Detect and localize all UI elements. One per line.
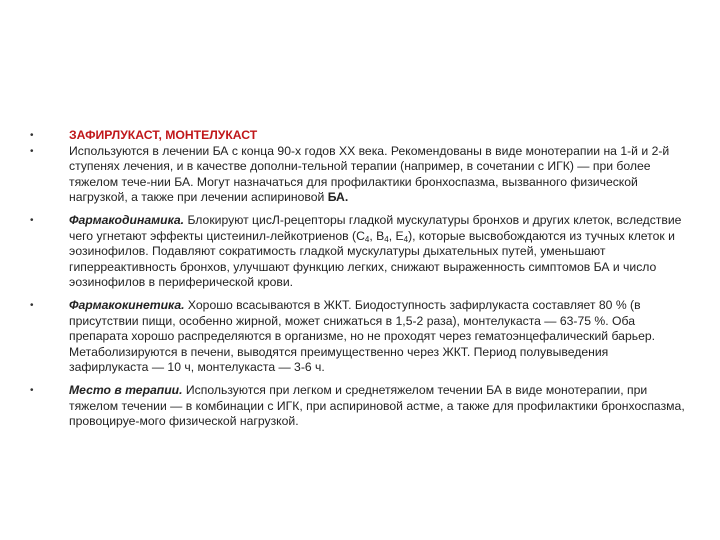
bullet-dot: • (30, 145, 34, 157)
pharmacodynamics-text-a: Блокируют цисЛ-рецепторы гладкой мускулатуры бронхов и других клеток, вследствие чего угнетают эффекты цистеинил-лейкотриенов (C (69, 212, 682, 243)
bullet-usage (30, 144, 688, 206)
usage-text-bold: БА. (327, 190, 349, 205)
bullet-therapy-place (30, 383, 688, 430)
therapy-place-text: Используются при легком и среднетяжелом течении БА в виде монотерапии, при тяжелом течении — в комбинации с ИГК, при аспириновой астме, а также для профилактики бронхоспазма, провоцируе-мого физической нагрузкой. (69, 382, 685, 429)
bullet-dot: • (30, 299, 34, 311)
bullet-list (30, 128, 688, 430)
bullet-dot: • (30, 130, 34, 141)
usage-text: Используются в лечении БА с конца 90-х годов XX века. Рекомендованы в виде монотерапии на 1-й и 2-й ступенях лечения, и в качестве дополни-тельной терапии (например, в сочетании с ИГК) — при более тяжелом тече-нии БА. Могут назначаться для профилактики бронхоспазма, вызванного физической нагрузкой, а также при лечении аспириновой (69, 143, 670, 205)
bullet-pharmacodynamics (30, 213, 688, 291)
bullet-pharmacokinetics (30, 298, 688, 376)
pharmacodynamics-text-b: ), которые высвобождаются из тучных клеток и эозинофилов. Подавляют сократимость гладкой мускулатуры дыхательных путей, уменьшают гиперреактивность бронхов, улучшают функцию легких, снижают выраженность симптомов БА и число эозинофилов в периферической крови. (69, 228, 675, 290)
subscript: 4 (364, 234, 370, 244)
pharmacodynamics-heading: Фармакодинамика. (69, 212, 185, 227)
bullet-dot: • (30, 214, 34, 226)
pharmacokinetics-text: Хорошо всасываются в ЖКТ. Биодоступность зафирлукаста составляет 80 % (в присутствии пищи, особенно жирной, может снижаться в 1,5-2 раза), монтелукаста — 63-75 %. Оба препарата хорошо распределяются в организме, но не проходят через гематоэнцефалический барьер. Метаболизируются в печени, выводятся преимущественно через ЖКТ. Период полувыведения зафирлукаста — 10 ч, монтелукаста — 3-6 ч. (69, 297, 656, 375)
subscript: 4 (384, 234, 389, 244)
pharmacokinetics-heading: Фармакокинетика. (69, 297, 185, 312)
subscript: 4 (403, 234, 409, 244)
slide-title: ЗАФИРЛУКАСТ, МОНТЕЛУКАСТ (69, 128, 258, 142)
separator: , E (388, 228, 404, 243)
therapy-place-heading: Место в терапии. (69, 382, 183, 397)
separator: , B (369, 228, 385, 243)
bullet-dot: • (30, 384, 34, 396)
bullet-title (30, 128, 688, 144)
